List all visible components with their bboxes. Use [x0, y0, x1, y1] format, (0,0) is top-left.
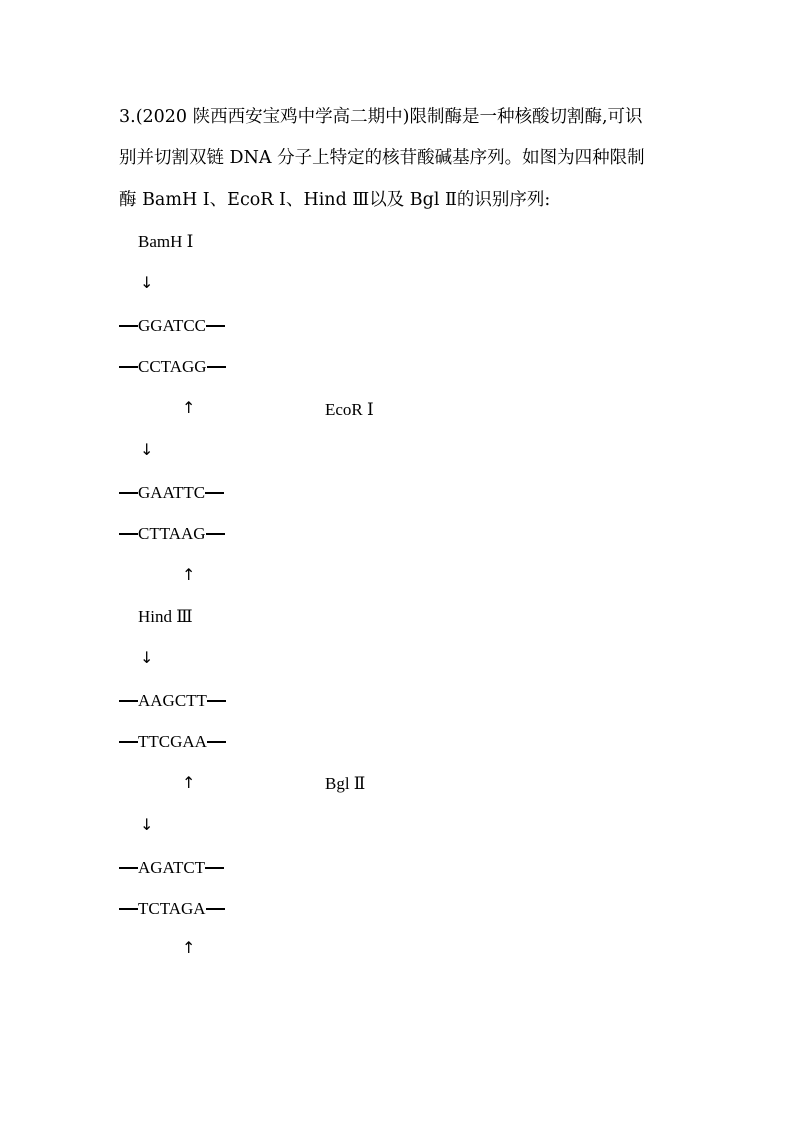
enzyme-label-ecori: EcoR Ⅰ [325, 400, 374, 419]
sequence-bottom-bamhi [119, 357, 226, 377]
enzyme-label-hindiii: Hind Ⅲ [138, 607, 193, 626]
strand-dash-right [206, 325, 225, 327]
sequence-text: CTTAAG [138, 524, 206, 543]
sequence-top-bglii [119, 858, 224, 878]
strand-dash-left [119, 867, 138, 869]
sequence-bottom-bglii [119, 899, 225, 919]
strand-dash-left [119, 741, 138, 743]
question-line-1: 3.(2020 陕西西安宝鸡中学高二期中)限制酶是一种核酸切割酶,可识 [119, 107, 643, 127]
question-line-3: 酶 BamH Ⅰ、EcoR Ⅰ、Hind Ⅲ以及 Bgl Ⅱ的识别序列: [119, 190, 551, 210]
strand-dash-left [119, 908, 138, 910]
sequence-text: CCTAGG [138, 357, 207, 376]
strand-dash-right [207, 741, 226, 743]
cut-arrow-down-icon: ↓ [140, 273, 154, 292]
sequence-bottom-hindiii [119, 732, 226, 752]
strand-dash-left [119, 492, 138, 494]
strand-dash-right [206, 908, 225, 910]
sequence-text: TTCGAA [138, 732, 207, 751]
enzyme-label-bglii: Bgl Ⅱ [325, 774, 366, 793]
sequence-top-hindiii [119, 691, 226, 711]
strand-dash-left [119, 533, 138, 535]
enzyme-label-bamhi: BamH Ⅰ [138, 232, 194, 251]
strand-dash-right [207, 700, 226, 702]
sequence-top-ecori [119, 483, 224, 503]
cut-arrow-down-icon: ↓ [140, 440, 154, 459]
sequence-text: AAGCTT [138, 691, 207, 710]
cut-arrow-up-icon: ↑ [182, 565, 196, 584]
cut-arrow-down-icon: ↓ [140, 815, 154, 834]
sequence-text: AGATCT [138, 858, 206, 877]
sequence-bottom-ecori [119, 524, 225, 544]
strand-dash-left [119, 366, 138, 368]
cut-arrow-up-icon: ↑ [182, 773, 196, 792]
cut-arrow-down-icon: ↓ [140, 648, 154, 667]
strand-dash-left [119, 700, 138, 702]
question-line-2: 别并切割双链 DNA 分子上特定的核苷酸碱基序列。如图为四种限制 [119, 148, 645, 168]
strand-dash-right [207, 366, 226, 368]
sequence-text: GGATCC [138, 316, 207, 335]
cut-arrow-up-icon: ↑ [182, 398, 196, 417]
sequence-top-bamhi [119, 316, 225, 336]
strand-dash-right [205, 867, 224, 869]
sequence-text: TCTAGA [138, 899, 206, 918]
strand-dash-right [206, 533, 225, 535]
strand-dash-left [119, 325, 138, 327]
strand-dash-right [205, 492, 224, 494]
sequence-text: GAATTC [138, 483, 206, 502]
cut-arrow-up-icon: ↑ [182, 938, 196, 957]
